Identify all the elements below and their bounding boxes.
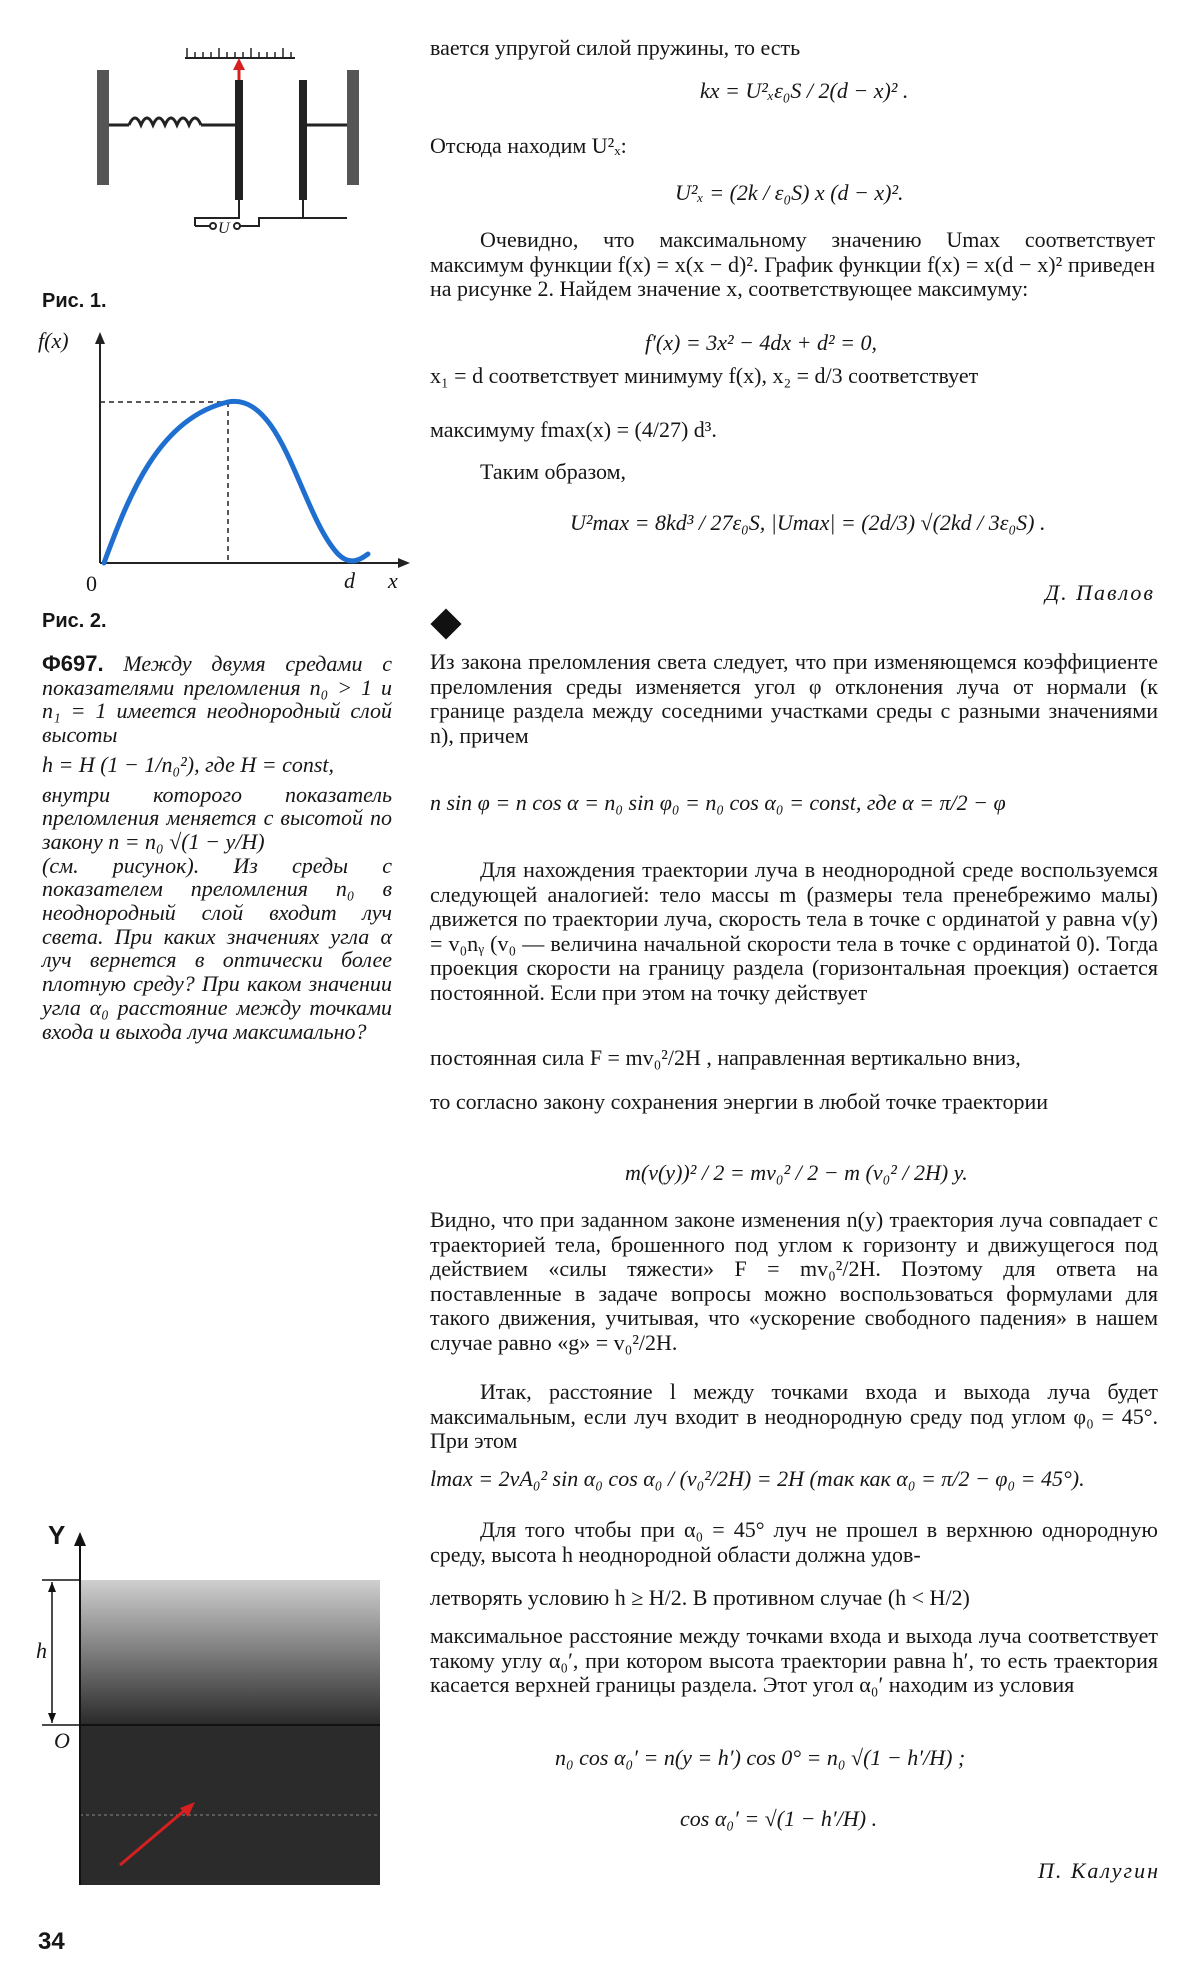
figure-1: [85, 30, 385, 245]
sol2-p3: постоянная сила F = mv₀²/2H , направленная вертикально вниз,: [430, 1045, 1021, 1070]
sol2-p6: Итак, расстояние l между точками входа и выхода луча будет максимальным, если луч входит в неоднородную среду под углом φ₀ = 45°. При этом: [430, 1379, 1158, 1454]
sol1-p6: Таким образом,: [480, 459, 627, 484]
refraction-layer-diagram: [30, 1520, 390, 1890]
origin-label: 0: [86, 571, 97, 596]
sol1-p5: максимуму fmax(x) = (4/27) d³.: [430, 417, 717, 442]
voltage-label: U: [218, 220, 230, 237]
y-axis-letter: Y: [48, 1520, 66, 1550]
figure-2-caption: Рис. 2.: [42, 610, 107, 632]
figure-3: [30, 1520, 390, 1890]
sol1-formula-2: U²ₓ = (2k / ε₀S) x (d − x)².: [675, 180, 904, 205]
sol1-author: Д. Павлов: [1045, 580, 1155, 605]
sol2-p4: то согласно закону сохранения энергии в любой точке траектории: [430, 1089, 1048, 1114]
sol2-formula-4: n₀ cos α₀′ = n(y = h′) cos 0° = n₀ √(1 − h′/H) ;: [555, 1745, 966, 1770]
y-axis-label: f(x): [38, 328, 69, 353]
d-label: d: [344, 568, 355, 593]
sol2-formula-2: m(v(y))² / 2 = mv₀² / 2 − m (v₀² / 2H) y.: [625, 1160, 968, 1185]
origin-o-label: O: [54, 1728, 70, 1753]
page-number: 34: [38, 1928, 65, 1955]
sol2-p8: летворять условию h ≥ H/2. В противном случае (h < H/2): [430, 1585, 970, 1610]
sol2-formula-3: lmax = 2vA₀² sin α₀ cos α₀ / (v₀²/2H) = 2H (так как α₀ = π/2 − φ₀ = 45°).: [430, 1466, 1085, 1491]
problem-line-1: Между двумя средами с показателями преломления n₀ > 1 и n₁ = 1 имеется неоднородный слой высоты: [42, 651, 392, 748]
sol2-p2: Для нахождения траектории луча в неоднородной среде воспользуемся следующей аналогией: тело массы m (размеры тела пренебрежимо малы) движется по траектории луча, скорость тела в точке с ординатой y равна v(y) = v₀nᵧ (v₀ — величина начальной скорости тела в точке с ординатой 0). Тогда проекция скорости на границу раздела (горизонтальная проекция) остается постоянной. Если при этом на точку действует: [430, 857, 1158, 1005]
sol2-author: П. Калугин: [1037, 1858, 1160, 1883]
sol1-p4: x₁ = d соответствует минимуму f(x), x₂ = d/3 соответствует: [430, 363, 979, 388]
sol1-p1: вается упругой силой пружины, то есть: [430, 35, 801, 60]
sol1-p2: Отсюда находим U²ₓ:: [430, 133, 627, 158]
figure-1-caption: Рис. 1.: [42, 290, 107, 312]
capacitor-spring-diagram: [85, 30, 385, 245]
sol1-formula-3: f′(x) = 3x² − 4dx + d² = 0,: [645, 330, 877, 355]
problem-formula-h: h = H (1 − 1/n₀²), где H = const,: [42, 751, 335, 777]
problem-statement: [42, 652, 392, 1043]
problem-number: Ф697.: [42, 651, 104, 676]
sol2-formula-1: n sin φ = n cos α = n₀ sin φ₀ = n₀ cos α₀ = const, где α = π/2 − φ: [430, 790, 1006, 815]
h-label: h: [36, 1638, 47, 1663]
sol2-p5: Видно, что при заданном законе изменения n(y) траектория луча совпадает с траекторией тела, брошенного под углом к горизонту и движущегося под действием «силы тяжести» F = mv₀²/2H. Поэтому для ответа на поставленные в задаче вопросы можно воспользоваться формулами для такого движения, учитывая, что «ускорение свободного падения» в нашем случае равно «g» = v₀²/2H.: [430, 1207, 1158, 1355]
problem-line-3: (см. рисунок). Из среды с показателем преломления n₀ в неоднородный слой входит луч света. При каких значениях угла α луч вернется в оптически более плотную среду? При каком значении угла α₀ расстояние между точками входа и выхода луча максимально?: [42, 852, 392, 1044]
sol2-p1: Из закона преломления света следует, что при изменяющемся коэффициенте преломления среды изменяется угол φ отклонения луча от нормали (к границе раздела между соседними участками среды с разными значениями n), причем: [430, 649, 1158, 748]
function-graph: [38, 328, 418, 593]
sol2-p7: Для того чтобы при α₀ = 45° луч не прошел в верхнюю однородную среду, высота h неоднородной области должна удов-: [430, 1517, 1158, 1567]
sol1-formula-1: kx = U²ₓε₀S / 2(d − x)² .: [700, 78, 909, 103]
x-axis-label: x: [388, 568, 398, 593]
problem-line-2: внутри которого показатель преломления меняется с высотой по закону n = n₀ √(1 − y/H): [42, 781, 392, 854]
figure-2: [38, 328, 418, 596]
sol1-p3: Очевидно, что максимальному значению Umax соответствует максимум функции f(x) = x(x − d)². График функции f(x) = x(d − x)² приведен на рисунке 2. Найдем значение x, соответствующее максимуму:: [430, 227, 1155, 302]
section-diamond-icon: [430, 608, 461, 639]
sol1-formula-4: U²max = 8kd³ / 27ε₀S, |Umax| = (2d/3) √(2kd / 3ε₀S) .: [570, 510, 1046, 535]
sol2-formula-5: cos α₀′ = √(1 − h′/H) .: [680, 1806, 878, 1831]
sol2-p9: максимальное расстояние между точками входа и выхода луча соответствует такому углу α₀′, при котором высота траектории равна h′, то есть траектория касается верхней границы раздела. Этот угол α₀′ находим из условия: [430, 1623, 1158, 1698]
